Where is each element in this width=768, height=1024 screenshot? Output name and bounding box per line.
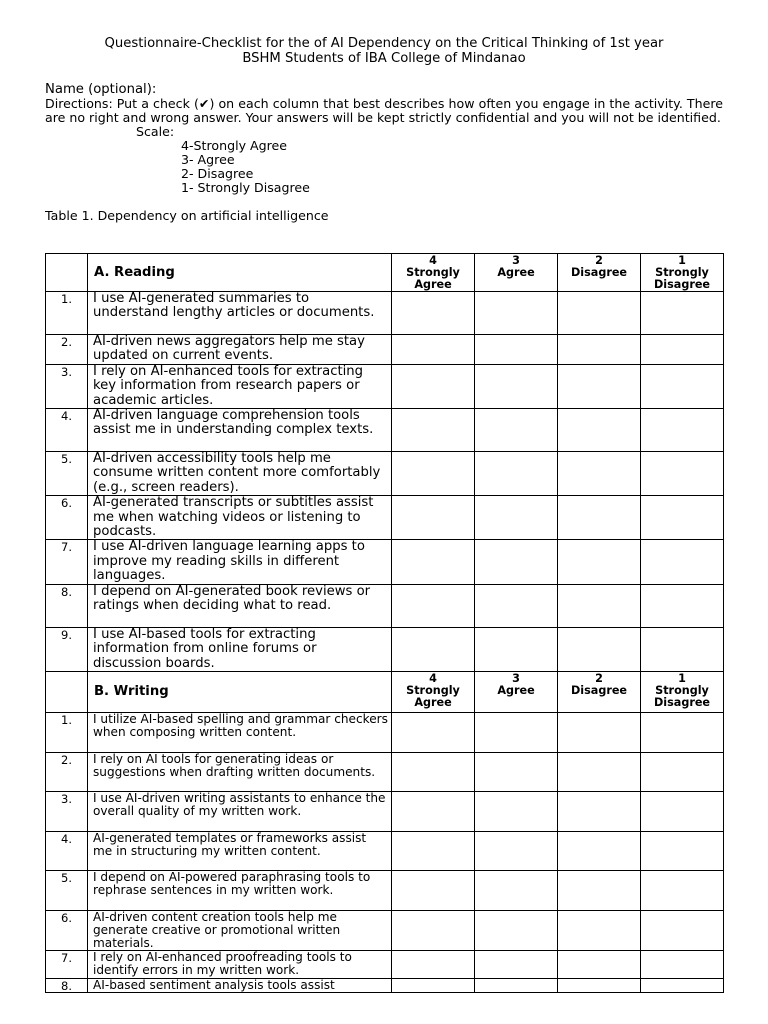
check-cell-2[interactable] (558, 910, 641, 950)
check-cell-1[interactable] (641, 409, 724, 452)
check-cell-4[interactable] (392, 978, 475, 992)
header-empty-cell (46, 671, 88, 712)
item-number: 6. (46, 910, 88, 950)
check-cell-4[interactable] (392, 831, 475, 870)
check-cell-3[interactable] (475, 584, 558, 627)
check-cell-2[interactable] (558, 950, 641, 978)
check-cell-2[interactable] (558, 335, 641, 365)
scale-header-1 (641, 671, 724, 712)
scale-header-1 (641, 254, 724, 292)
scale-header-label: Strongly Disagree (653, 266, 711, 291)
check-cell-2[interactable] (558, 627, 641, 671)
item-number: 5. (46, 452, 88, 496)
check-cell-3[interactable] (475, 627, 558, 671)
check-cell-2[interactable] (558, 540, 641, 584)
table-row (46, 496, 724, 540)
table-row (46, 831, 724, 870)
check-cell-2[interactable] (558, 712, 641, 752)
check-cell-1[interactable] (641, 831, 724, 870)
check-cell-4[interactable] (392, 752, 475, 791)
check-cell-2[interactable] (558, 831, 641, 870)
item-statement: AI-based sentiment analysis tools assist (88, 978, 392, 992)
item-number: 6. (46, 496, 88, 540)
scale-header-value: 4 (429, 671, 437, 685)
item-statement: AI-generated transcripts or subtitles assist me when watching videos or listening to podcasts. (88, 496, 392, 540)
check-cell-2[interactable] (558, 364, 641, 408)
check-cell-2[interactable] (558, 870, 641, 910)
check-cell-4[interactable] (392, 870, 475, 910)
check-cell-4[interactable] (392, 496, 475, 540)
check-cell-1[interactable] (641, 364, 724, 408)
scale-header-value: 2 (595, 671, 603, 685)
scale-header-label: Strongly Disagree (653, 683, 711, 709)
check-cell-1[interactable] (641, 978, 724, 992)
check-cell-1[interactable] (641, 496, 724, 540)
check-cell-4[interactable] (392, 452, 475, 496)
item-statement: AI-driven accessibility tools help me consume written content more comfortably (e.g., screen readers). (88, 452, 392, 496)
check-cell-4[interactable] (392, 712, 475, 752)
table-row (46, 540, 724, 584)
item-number: 2. (46, 752, 88, 791)
check-cell-2[interactable] (558, 978, 641, 992)
check-cell-4[interactable] (392, 791, 475, 831)
check-cell-4[interactable] (392, 950, 475, 978)
table-row (46, 364, 724, 408)
check-cell-1[interactable] (641, 335, 724, 365)
scale-header-value: 1 (678, 254, 686, 267)
scale-header-value: 3 (512, 254, 520, 267)
scale-header-value: 4 (429, 254, 437, 267)
item-statement: I rely on AI-enhanced proofreading tools to identify errors in my written work. (88, 950, 392, 978)
item-statement: AI-driven content creation tools help me generate creative or promotional written materials. (88, 910, 392, 950)
table-row (46, 292, 724, 335)
section-title: A. Reading (88, 254, 392, 292)
check-cell-3[interactable] (475, 364, 558, 408)
check-cell-2[interactable] (558, 452, 641, 496)
check-cell-3[interactable] (475, 409, 558, 452)
item-statement: I rely on AI tools for generating ideas or suggestions when drafting written documents. (88, 752, 392, 791)
check-cell-4[interactable] (392, 627, 475, 671)
item-number: 9. (46, 627, 88, 671)
check-cell-3[interactable] (475, 540, 558, 584)
check-cell-1[interactable] (641, 752, 724, 791)
check-cell-1[interactable] (641, 870, 724, 910)
item-statement: AI-generated templates or frameworks assist me in structuring my written content. (88, 831, 392, 870)
scale-item-4: 4-Strongly Agree (181, 138, 288, 153)
table-row (46, 584, 724, 627)
scale-header-value: 2 (595, 254, 603, 267)
check-cell-3[interactable] (475, 831, 558, 870)
scale-label: Scale: (136, 124, 175, 139)
check-cell-1[interactable] (641, 712, 724, 752)
scale-header-label: Agree (497, 683, 535, 697)
scale-header-value: 1 (678, 671, 686, 685)
check-cell-1[interactable] (641, 950, 724, 978)
check-cell-4[interactable] (392, 910, 475, 950)
check-cell-3[interactable] (475, 452, 558, 496)
table-row (46, 791, 724, 831)
scale-header-value: 3 (512, 671, 520, 685)
check-cell-3[interactable] (475, 978, 558, 992)
check-cell-2[interactable] (558, 496, 641, 540)
table-row (46, 712, 724, 752)
item-statement: I depend on AI-generated book reviews or ratings when deciding what to read. (88, 584, 392, 627)
item-statement: AI-driven language comprehension tools assist me in understanding complex texts. (88, 409, 392, 452)
check-cell-3[interactable] (475, 712, 558, 752)
item-number: 3. (46, 791, 88, 831)
check-cell-4[interactable] (392, 364, 475, 408)
check-cell-1[interactable] (641, 910, 724, 950)
item-number: 7. (46, 540, 88, 584)
item-number: 4. (46, 409, 88, 452)
check-cell-3[interactable] (475, 292, 558, 335)
scale-header-2 (558, 671, 641, 712)
check-cell-2[interactable] (558, 409, 641, 452)
check-cell-1[interactable] (641, 791, 724, 831)
table-row (46, 978, 724, 992)
check-cell-2[interactable] (558, 292, 641, 335)
check-cell-4[interactable] (392, 540, 475, 584)
scale-header-label: Strongly Agree (406, 683, 460, 709)
item-statement: I use AI-driven writing assistants to enhance the overall quality of my written work. (88, 791, 392, 831)
item-number: 2. (46, 335, 88, 365)
scale-header-4 (392, 671, 475, 712)
item-statement: I use AI-driven language learning apps to improve my reading skills in different languages. (88, 540, 392, 584)
check-cell-3[interactable] (475, 910, 558, 950)
check-cell-1[interactable] (641, 540, 724, 584)
directions-text: Directions: Put a check (✔) on each column that best describes how often you engage in the activity. There are no right and wrong answer. Your answers will be kept strictly confidential and you will not be identified. (45, 96, 723, 125)
questionnaire-table (45, 253, 724, 993)
table-row (46, 627, 724, 671)
table-row (46, 950, 724, 978)
check-cell-1[interactable] (641, 627, 724, 671)
check-cell-2[interactable] (558, 752, 641, 791)
scale-header-label: Strongly Agree (406, 266, 460, 291)
section-header-reading (46, 254, 724, 292)
check-cell-3[interactable] (475, 752, 558, 791)
item-number: 5. (46, 870, 88, 910)
table-row (46, 409, 724, 452)
scale-header-label: Disagree (570, 683, 628, 697)
item-number: 7. (46, 950, 88, 978)
check-cell-4[interactable] (392, 335, 475, 365)
title-line-1: Questionnaire-Checklist for the of AI Dependency on the Critical Thinking of 1st year (104, 36, 664, 51)
check-cell-3[interactable] (475, 496, 558, 540)
table-row (46, 870, 724, 910)
check-cell-3[interactable] (475, 950, 558, 978)
item-number: 4. (46, 831, 88, 870)
scale-header-2 (558, 254, 641, 292)
check-cell-4[interactable] (392, 292, 475, 335)
table-row (46, 910, 724, 950)
document-title (45, 36, 723, 66)
check-cell-1[interactable] (641, 292, 724, 335)
check-cell-2[interactable] (558, 791, 641, 831)
table-row (46, 752, 724, 791)
scale-header-label: Agree (497, 266, 535, 279)
check-cell-3[interactable] (475, 335, 558, 365)
header-empty-cell (46, 254, 88, 292)
section-header-writing (46, 671, 724, 712)
check-cell-4[interactable] (392, 409, 475, 452)
check-cell-1[interactable] (641, 584, 724, 627)
item-statement: I use AI-generated summaries to understand lengthy articles or documents. (88, 292, 392, 335)
scale-header-3 (475, 254, 558, 292)
scale-header-3 (475, 671, 558, 712)
item-number: 8. (46, 584, 88, 627)
item-number: 3. (46, 364, 88, 408)
item-number: 1. (46, 712, 88, 752)
name-label: Name (optional): (45, 82, 157, 97)
scale-item-1: 1- Strongly Disagree (181, 180, 310, 195)
check-cell-3[interactable] (475, 870, 558, 910)
item-statement: I use AI-based tools for extracting information from online forums or discussion boards. (88, 627, 392, 671)
scale-header-label: Disagree (570, 266, 628, 279)
section-title: B. Writing (88, 671, 392, 712)
scale-header-4 (392, 254, 475, 292)
item-statement: AI-driven news aggregators help me stay updated on current events. (88, 335, 392, 365)
check-cell-4[interactable] (392, 584, 475, 627)
table-row (46, 452, 724, 496)
item-statement: I utilize AI-based spelling and grammar checkers when composing written content. (88, 712, 392, 752)
title-line-2: BSHM Students of IBA College of Mindanao (242, 51, 526, 66)
scale-item-2: 2- Disagree (181, 166, 254, 181)
scale-item-3: 3- Agree (181, 152, 235, 167)
check-cell-3[interactable] (475, 791, 558, 831)
item-number: 1. (46, 292, 88, 335)
document-page (45, 36, 723, 223)
check-cell-2[interactable] (558, 584, 641, 627)
item-statement: I rely on AI-enhanced tools for extracting key information from research papers or academic articles. (88, 364, 392, 408)
item-statement: I depend on AI-powered paraphrasing tools to rephrase sentences in my written work. (88, 870, 392, 910)
table-row (46, 335, 724, 365)
table-caption: Table 1. Dependency on artificial intelligence (45, 208, 329, 223)
check-cell-1[interactable] (641, 452, 724, 496)
item-number: 8. (46, 978, 88, 992)
